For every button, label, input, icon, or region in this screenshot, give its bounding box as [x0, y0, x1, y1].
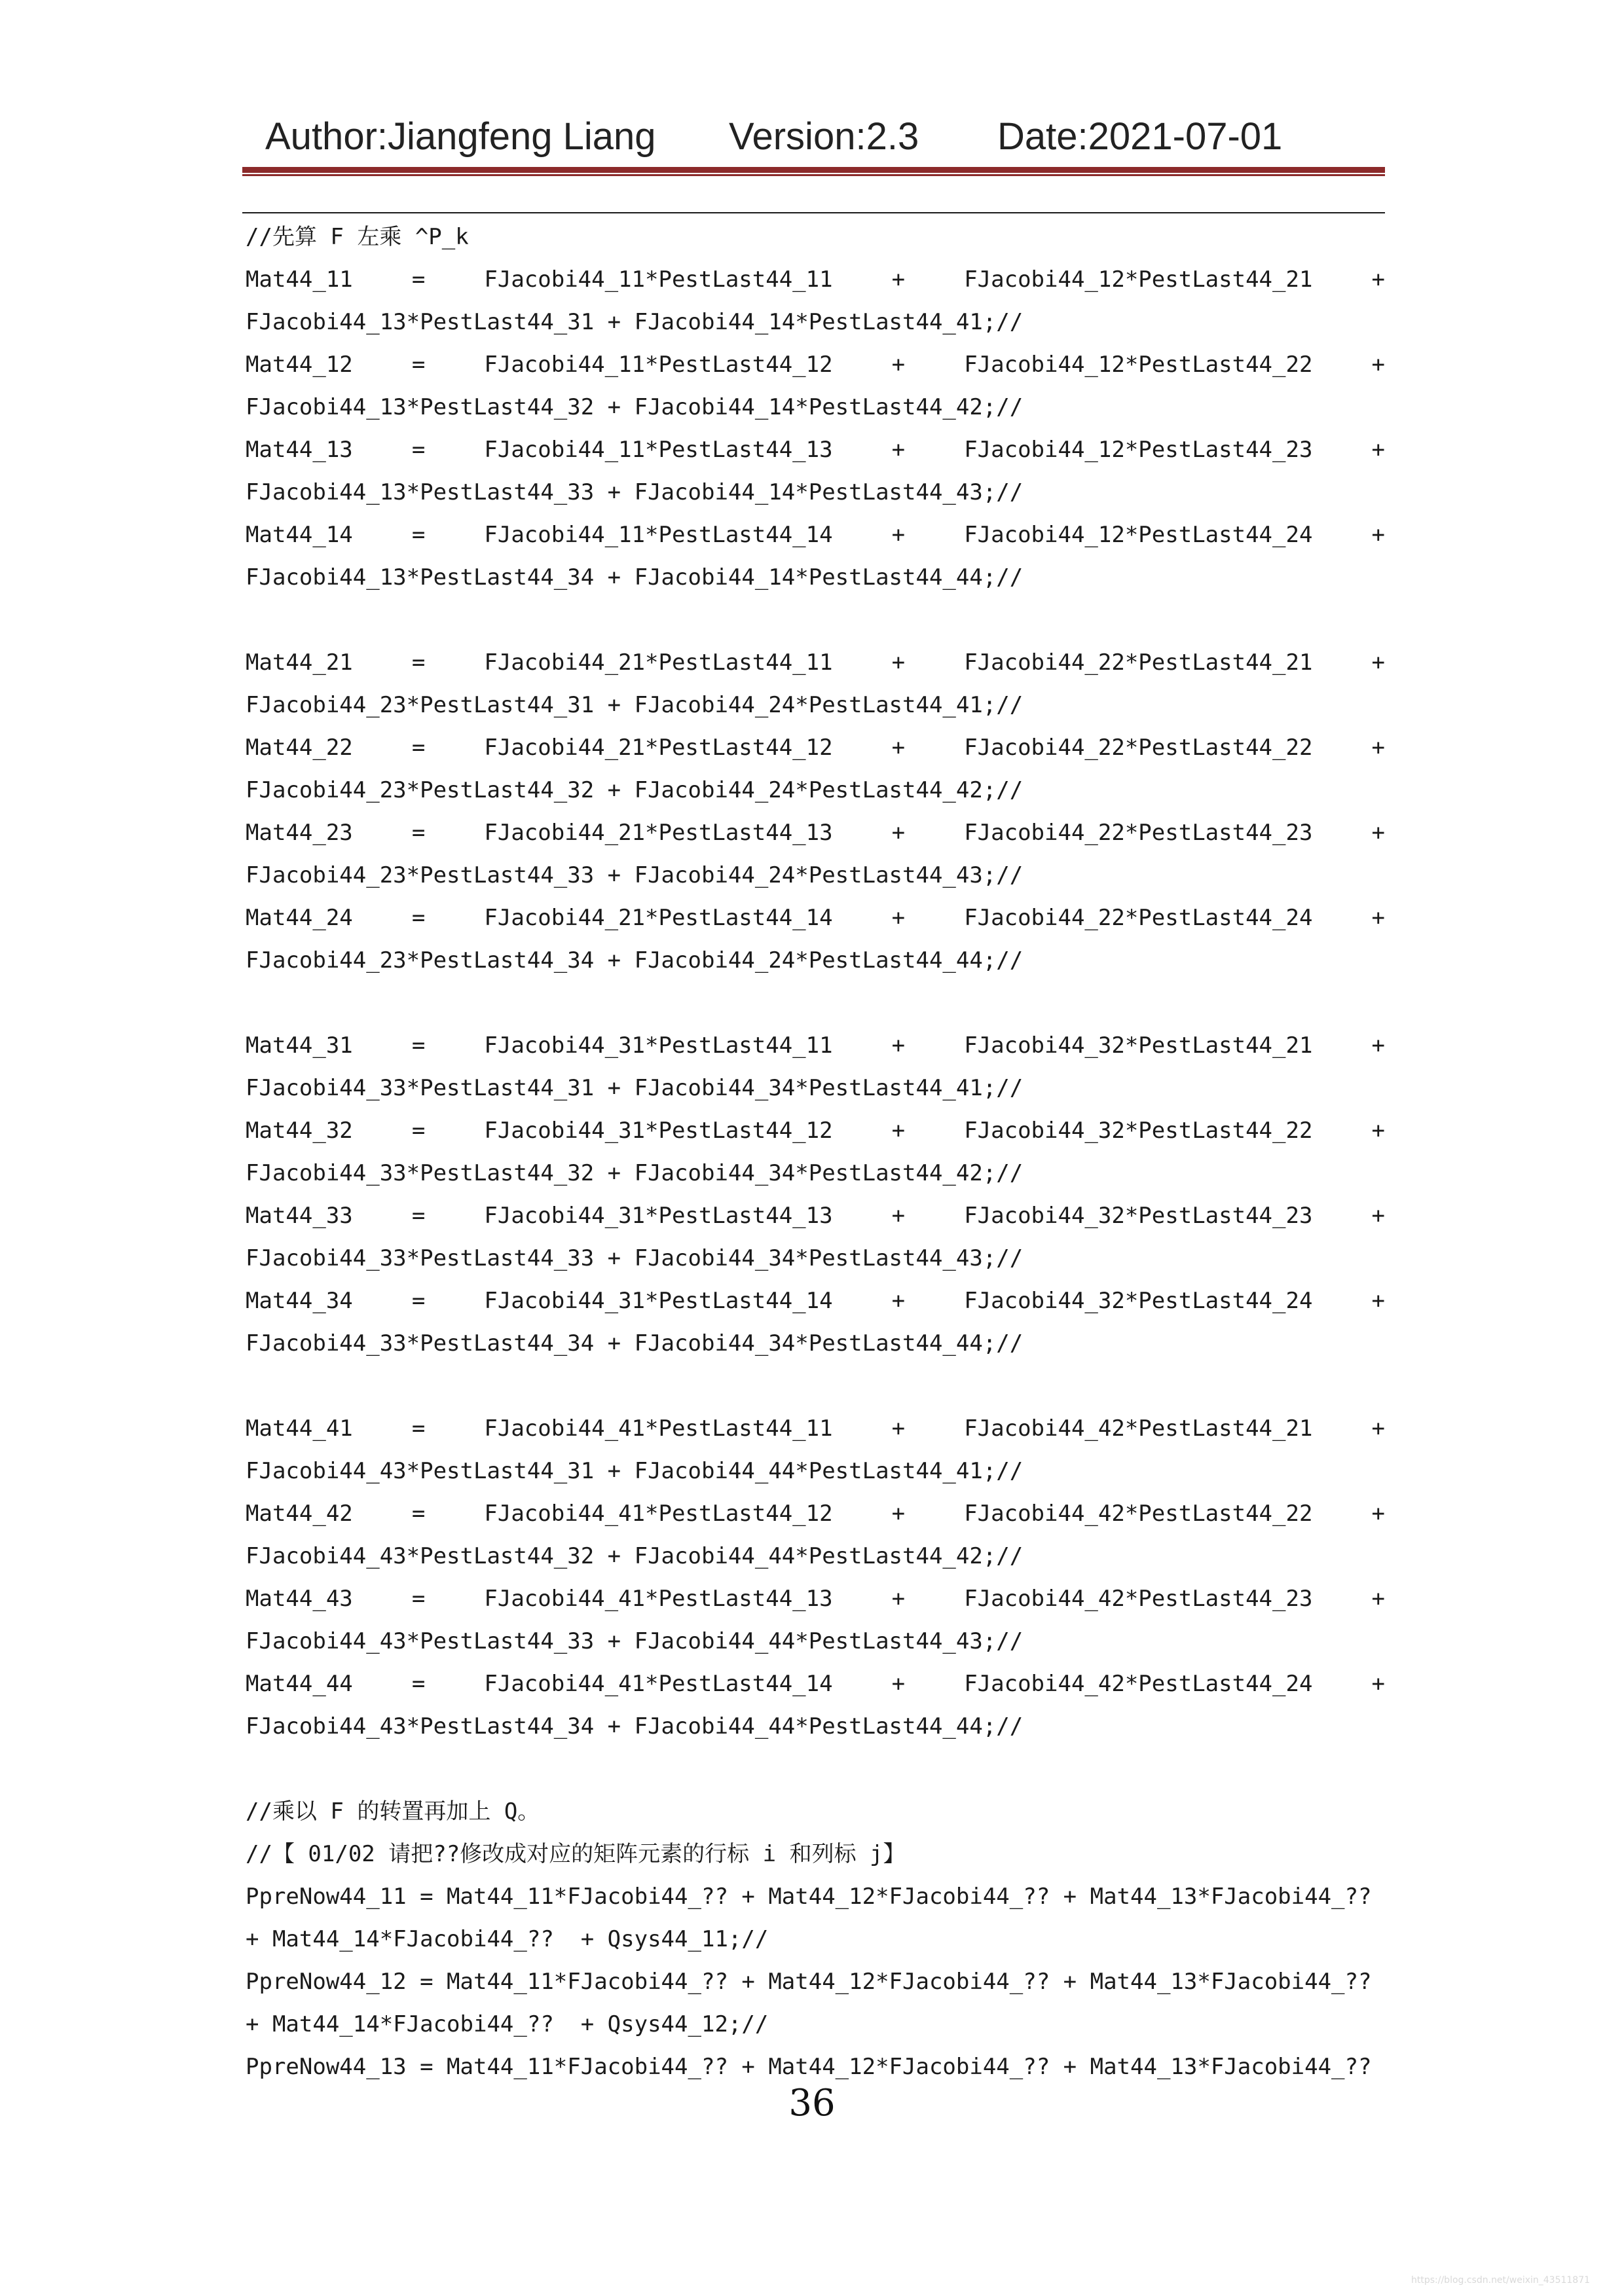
code-token-lhs: Mat44_24	[246, 905, 353, 931]
code-token-lhs: Mat44_32	[246, 1118, 353, 1144]
code-line	[246, 1493, 1385, 1535]
code-line	[246, 1408, 1385, 1450]
code-token-p2: +	[1371, 1671, 1385, 1697]
code-token-p1: +	[891, 905, 906, 931]
code-token-t1: FJacobi44_21*PestLast44_12	[484, 735, 833, 761]
code-line-continuation: FJacobi44_13*PestLast44_31 + FJacobi44_14*PestLast44_41;//	[246, 309, 1024, 335]
code-comment: //先算 F 左乘 ^P_k	[246, 224, 469, 250]
code-line-continuation: FJacobi44_23*PestLast44_31 + FJacobi44_24*PestLast44_41;//	[246, 692, 1024, 718]
code-token-t2: FJacobi44_42*PestLast44_21	[964, 1415, 1313, 1442]
code-line-continuation: FJacobi44_33*PestLast44_34 + FJacobi44_34*PestLast44_44;//	[246, 1330, 1024, 1357]
code-token-t1: FJacobi44_41*PestLast44_11	[484, 1415, 833, 1442]
code-token-lhs: Mat44_21	[246, 649, 353, 676]
code-token-p1: +	[891, 1288, 906, 1314]
code-comment: //【 01/02 请把??修改成对应的矩阵元素的行标 i 和列标 j】	[246, 1841, 906, 1867]
code-token-p1: +	[891, 1586, 906, 1612]
code-token-eq: =	[411, 522, 426, 548]
code-token-t1: FJacobi44_31*PestLast44_14	[484, 1288, 833, 1314]
code-token-t1: FJacobi44_31*PestLast44_12	[484, 1118, 833, 1144]
code-token-t2: FJacobi44_42*PestLast44_24	[964, 1671, 1313, 1697]
code-token-eq: =	[411, 649, 426, 676]
blank-line	[246, 1748, 1385, 1791]
code-token-p1: +	[891, 735, 906, 761]
code-token-eq: =	[411, 352, 426, 378]
code-line	[246, 1195, 1385, 1237]
code-line	[246, 259, 1385, 301]
code-token-lhs: Mat44_13	[246, 437, 353, 463]
code-line-continuation: FJacobi44_23*PestLast44_34 + FJacobi44_24*PestLast44_44;//	[246, 947, 1024, 974]
code-token-lhs: Mat44_23	[246, 820, 353, 846]
code-line-continuation: FJacobi44_33*PestLast44_33 + FJacobi44_34*PestLast44_43;//	[246, 1245, 1024, 1271]
code-token-t2: FJacobi44_32*PestLast44_22	[964, 1118, 1313, 1144]
code-token-t2: FJacobi44_12*PestLast44_24	[964, 522, 1313, 548]
code-token-p2: +	[1371, 1501, 1385, 1527]
code-line-continuation: + Mat44_14*FJacobi44_?? + Qsys44_12;//	[246, 2011, 769, 2037]
code-token-p2: +	[1371, 649, 1385, 676]
code-token-p1: +	[891, 522, 906, 548]
page-number: 36	[788, 2082, 836, 2124]
code-line-continuation: FJacobi44_23*PestLast44_33 + FJacobi44_24*PestLast44_43;//	[246, 862, 1024, 888]
code-token-lhs: Mat44_44	[246, 1671, 353, 1697]
blank-line	[246, 1365, 1385, 1408]
code-token-t1: FJacobi44_11*PestLast44_14	[484, 522, 833, 548]
code-token-eq: =	[411, 1032, 426, 1059]
code-token-t1: FJacobi44_31*PestLast44_11	[484, 1032, 833, 1059]
code-line-continuation: FJacobi44_43*PestLast44_31 + FJacobi44_44*PestLast44_41;//	[246, 1458, 1024, 1484]
code-token-p1: +	[891, 352, 906, 378]
code-token-t1: FJacobi44_41*PestLast44_14	[484, 1671, 833, 1697]
code-line-continuation: FJacobi44_13*PestLast44_34 + FJacobi44_14*PestLast44_44;//	[246, 564, 1024, 591]
code-token-eq: =	[411, 905, 426, 931]
code-token-eq: =	[411, 1586, 426, 1612]
code-token-p1: +	[891, 266, 906, 293]
code-token-p2: +	[1371, 1586, 1385, 1612]
code-token-p2: +	[1371, 437, 1385, 463]
code-token-t2: FJacobi44_32*PestLast44_24	[964, 1288, 1313, 1314]
code-token-t1: FJacobi44_11*PestLast44_12	[484, 352, 833, 378]
code-token-lhs: Mat44_34	[246, 1288, 353, 1314]
code-token-t1: FJacobi44_21*PestLast44_11	[484, 649, 833, 676]
code-line	[246, 727, 1385, 769]
code-token-p1: +	[891, 1118, 906, 1144]
code-token-eq: =	[411, 735, 426, 761]
header-version: Version:2.3	[729, 115, 919, 158]
code-token-t1: FJacobi44_41*PestLast44_12	[484, 1501, 833, 1527]
code-comment: //乘以 F 的转置再加上 Q。	[246, 1798, 540, 1825]
code-line	[246, 514, 1385, 556]
code-token-t2: FJacobi44_32*PestLast44_23	[964, 1203, 1313, 1229]
code-line-continuation: FJacobi44_13*PestLast44_32 + FJacobi44_14*PestLast44_42;//	[246, 394, 1024, 420]
code-line	[246, 429, 1385, 471]
header-rule-thin	[242, 174, 1385, 176]
code-token-t2: FJacobi44_12*PestLast44_22	[964, 352, 1313, 378]
header-date: Date:2021-07-01	[997, 115, 1283, 158]
code-line-continuation: FJacobi44_43*PestLast44_32 + FJacobi44_44*PestLast44_42;//	[246, 1543, 1024, 1569]
code-body	[246, 216, 1385, 2088]
code-token-p1: +	[891, 1501, 906, 1527]
code-token-t2: FJacobi44_22*PestLast44_21	[964, 649, 1313, 676]
code-token-p2: +	[1371, 1032, 1385, 1059]
code-token-eq: =	[411, 1671, 426, 1697]
code-token-p1: +	[891, 1203, 906, 1229]
code-token-t1: FJacobi44_11*PestLast44_13	[484, 437, 833, 463]
code-token-t1: FJacobi44_21*PestLast44_13	[484, 820, 833, 846]
code-line-continuation: + Mat44_14*FJacobi44_?? + Qsys44_11;//	[246, 1926, 769, 1952]
code-token-p1: +	[891, 437, 906, 463]
header-rule-bottom	[242, 212, 1385, 213]
page-header	[265, 115, 1378, 173]
code-block-row3	[246, 1025, 1385, 1365]
code-token-t2: FJacobi44_22*PestLast44_22	[964, 735, 1313, 761]
code-line-continuation: FJacobi44_23*PestLast44_32 + FJacobi44_24*PestLast44_42;//	[246, 777, 1024, 803]
code-token-t2: FJacobi44_22*PestLast44_24	[964, 905, 1313, 931]
code-line-continuation: FJacobi44_33*PestLast44_32 + FJacobi44_34*PestLast44_42;//	[246, 1160, 1024, 1186]
code-token-lhs: Mat44_22	[246, 735, 353, 761]
code-token-t2: FJacobi44_42*PestLast44_22	[964, 1501, 1313, 1527]
code-line-continuation: FJacobi44_43*PestLast44_34 + FJacobi44_44*PestLast44_44;//	[246, 1713, 1024, 1740]
code-token-t2: FJacobi44_42*PestLast44_23	[964, 1586, 1313, 1612]
code-line	[246, 1280, 1385, 1322]
code-block-row4	[246, 1408, 1385, 1748]
code-token-lhs: Mat44_31	[246, 1032, 353, 1059]
code-token-p2: +	[1371, 1118, 1385, 1144]
code-line	[246, 812, 1385, 854]
code-token-t2: FJacobi44_12*PestLast44_23	[964, 437, 1313, 463]
code-line	[246, 1025, 1385, 1067]
code-block-row2	[246, 642, 1385, 982]
code-token-p1: +	[891, 649, 906, 676]
code-block-row1	[246, 259, 1385, 599]
code-token-lhs: Mat44_41	[246, 1415, 353, 1442]
code-token-t1: FJacobi44_11*PestLast44_11	[484, 266, 833, 293]
code-token-p2: +	[1371, 522, 1385, 548]
code-token-lhs: Mat44_12	[246, 352, 353, 378]
code-token-eq: =	[411, 1203, 426, 1229]
code-line	[246, 642, 1385, 684]
code-line: PpreNow44_11 = Mat44_11*FJacobi44_?? + Mat44_12*FJacobi44_?? + Mat44_13*FJacobi44_??	[246, 1884, 1372, 1910]
code-token-eq: =	[411, 820, 426, 846]
code-token-eq: =	[411, 1118, 426, 1144]
code-token-p1: +	[891, 1671, 906, 1697]
code-token-p1: +	[891, 1415, 906, 1442]
code-token-eq: =	[411, 1415, 426, 1442]
code-token-p2: +	[1371, 1415, 1385, 1442]
code-line-continuation: FJacobi44_33*PestLast44_31 + FJacobi44_34*PestLast44_41;//	[246, 1075, 1024, 1101]
code-token-t1: FJacobi44_21*PestLast44_14	[484, 905, 833, 931]
watermark: https://blog.csdn.net/weixin_43511871	[1411, 2275, 1591, 2286]
blank-line	[246, 599, 1385, 642]
code-line	[246, 897, 1385, 939]
blank-line	[246, 982, 1385, 1025]
code-line	[246, 1663, 1385, 1705]
header-rule-thick	[242, 167, 1385, 173]
code-token-p2: +	[1371, 820, 1385, 846]
code-token-p2: +	[1371, 1288, 1385, 1314]
code-token-lhs: Mat44_14	[246, 522, 353, 548]
code-line	[246, 1110, 1385, 1152]
code-token-p2: +	[1371, 905, 1385, 931]
code-token-p1: +	[891, 1032, 906, 1059]
code-token-p1: +	[891, 820, 906, 846]
code-token-p2: +	[1371, 735, 1385, 761]
code-token-t1: FJacobi44_31*PestLast44_13	[484, 1203, 833, 1229]
code-token-p2: +	[1371, 352, 1385, 378]
code-line-continuation: FJacobi44_13*PestLast44_33 + FJacobi44_14*PestLast44_43;//	[246, 479, 1024, 505]
code-token-eq: =	[411, 437, 426, 463]
code-line	[246, 344, 1385, 386]
code-token-p2: +	[1371, 1203, 1385, 1229]
code-token-lhs: Mat44_43	[246, 1586, 353, 1612]
code-token-t2: FJacobi44_12*PestLast44_21	[964, 266, 1313, 293]
code-line-continuation: FJacobi44_43*PestLast44_33 + FJacobi44_44*PestLast44_43;//	[246, 1628, 1024, 1654]
code-token-eq: =	[411, 266, 426, 293]
code-token-t2: FJacobi44_22*PestLast44_23	[964, 820, 1313, 846]
code-line	[246, 1578, 1385, 1620]
code-token-p2: +	[1371, 266, 1385, 293]
code-token-lhs: Mat44_11	[246, 266, 353, 293]
code-token-lhs: Mat44_42	[246, 1501, 353, 1527]
code-token-eq: =	[411, 1288, 426, 1314]
code-token-eq: =	[411, 1501, 426, 1527]
code-line: PpreNow44_12 = Mat44_11*FJacobi44_?? + Mat44_12*FJacobi44_?? + Mat44_13*FJacobi44_??	[246, 1969, 1372, 1995]
header-author: Author:Jiangfeng Liang	[265, 115, 656, 158]
code-line: PpreNow44_13 = Mat44_11*FJacobi44_?? + Mat44_12*FJacobi44_?? + Mat44_13*FJacobi44_??	[246, 2054, 1372, 2080]
code-token-t2: FJacobi44_32*PestLast44_21	[964, 1032, 1313, 1059]
code-token-lhs: Mat44_33	[246, 1203, 353, 1229]
code-token-t1: FJacobi44_41*PestLast44_13	[484, 1586, 833, 1612]
